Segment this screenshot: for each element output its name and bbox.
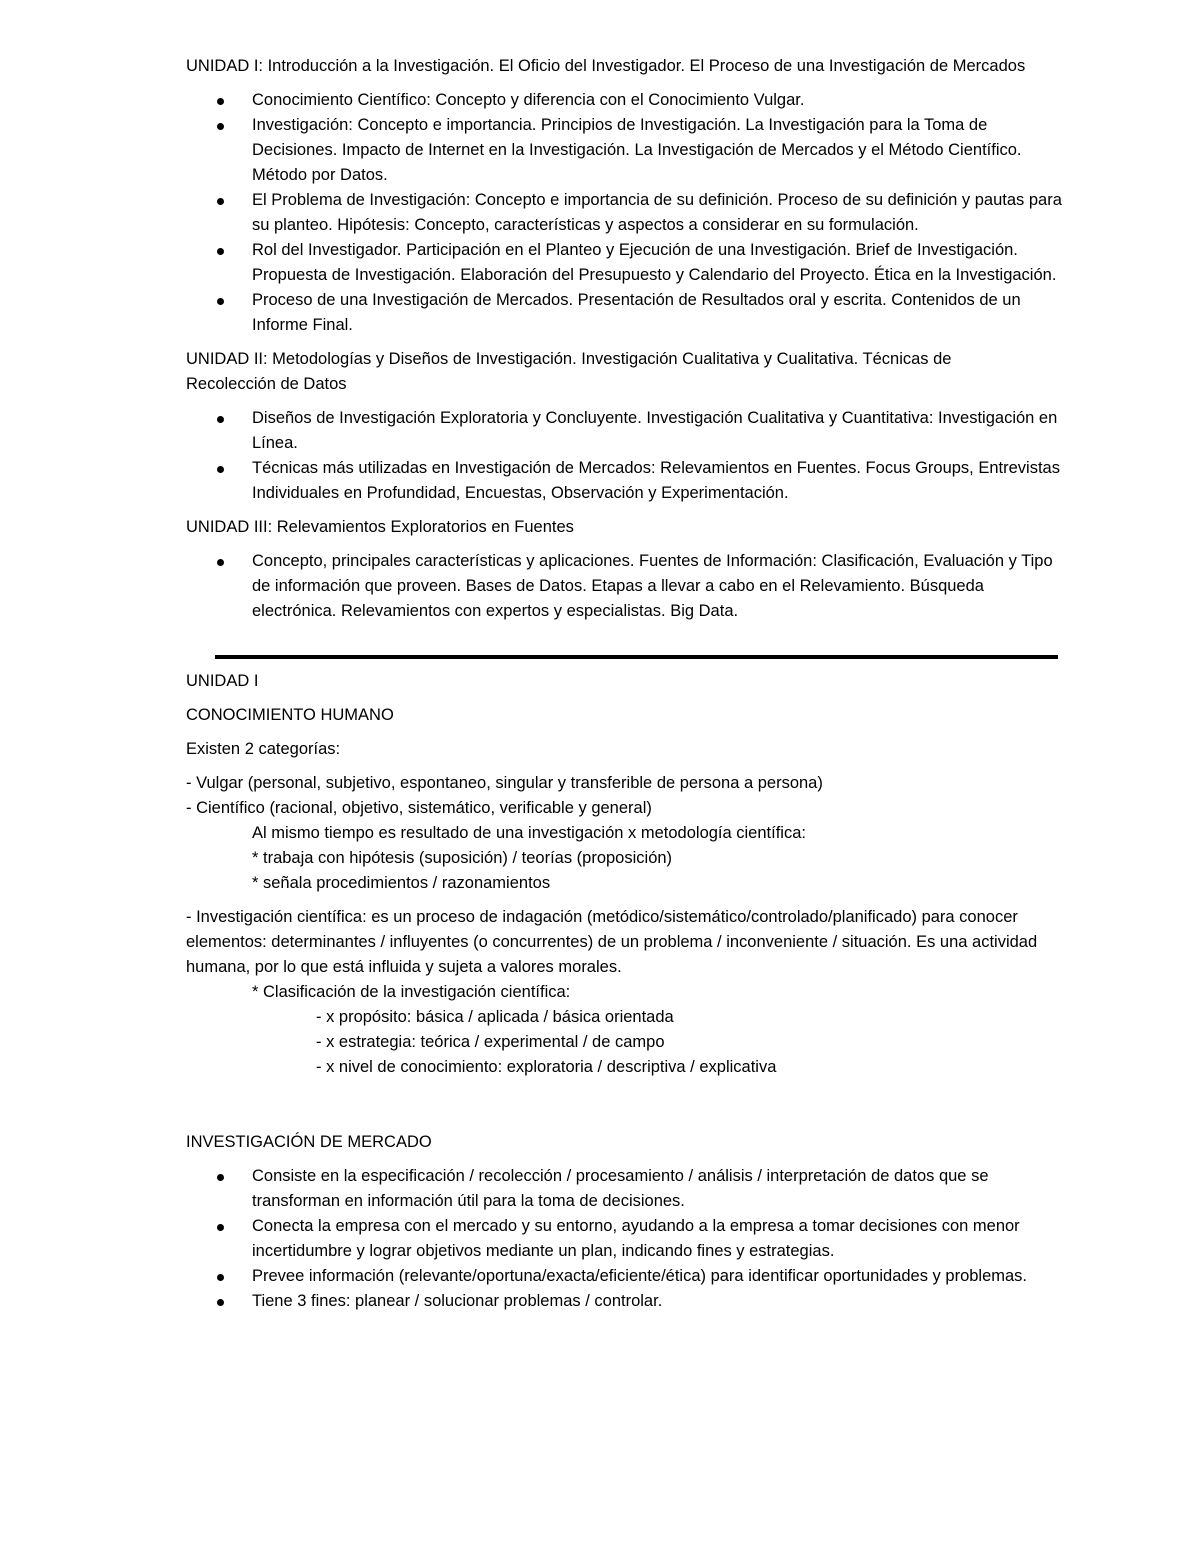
- unit3-heading: UNIDAD III: Relevamientos Exploratorios en Fuentes: [186, 518, 574, 536]
- list-item: El Problema de Investigación: Concepto e importancia de su definición. Proceso de su definición y pautas para su planteo. Hipótesis: Concepto, características y aspectos a considerar en su formulación.: [252, 188, 1072, 238]
- horizontal-divider: [215, 655, 1058, 659]
- unit1-list: [186, 88, 1060, 338]
- list-item: Tiene 3 fines: planear / solucionar problemas / controlar.: [252, 1289, 1072, 1314]
- unit3-list: [186, 549, 1060, 624]
- clasificacion-item: - x estrategia: teórica / experimental / de campo: [316, 1033, 665, 1051]
- list-item: Conecta la empresa con el mercado y su entorno, ayudando a la empresa a tomar decisiones con menor incertidumbre y lograr objetivos mediante un plan, indicando fines y estrategias.: [252, 1214, 1072, 1264]
- cientifico-detail: * señala procedimientos / razonamientos: [252, 874, 551, 892]
- unit2-heading: UNIDAD II: Metodologías y Diseños de Investigación. Investigación Cualitativa y Cualitativa. Técnicas de Recolección de Datos: [186, 350, 952, 393]
- cientifico-detail: * trabaja con hipótesis (suposición) / teorías (proposición): [252, 849, 673, 867]
- list-item: Rol del Investigador. Participación en el Planteo y Ejecución de una Investigación. Brief de Investigación. Propuesta de Investigación. Elaboración del Presupuesto y Calendario del Proyecto. Ética en la Investigación.: [252, 238, 1072, 288]
- investigacion-definition: - Investigación científica: es un proceso de indagación (metódico/sistemático/controlado/planificado) para conocer elementos: determinantes / influyentes (o concurrentes) de un problema / inconveniente / situación. Es una actividad humana, por lo que está influida y sujeta a valores morales.: [186, 908, 1038, 976]
- clasificacion-item: - x nivel de conocimiento: exploratoria / descriptiva / explicativa: [316, 1058, 777, 1076]
- list-item: Investigación: Concepto e importancia. Principios de Investigación. La Investigación para la Toma de Decisiones. Impacto de Internet en la Investigación. La Investigación de Mercados y el Método Científico. Método por Datos.: [252, 113, 1072, 188]
- list-item: Concepto, principales características y aplicaciones. Fuentes de Información: Clasificación, Evaluación y Tipo de información que proveen. Bases de Datos. Etapas a llevar a cabo en el Relevamiento. Búsqueda electrónica. Relevamientos con expertos y especialistas. Big Data.: [252, 549, 1072, 624]
- notes-unit-title: UNIDAD I: [186, 672, 259, 690]
- unit2-list: [186, 406, 1060, 506]
- investigacion-block: [186, 905, 1066, 1080]
- list-item: Prevee información (relevante/oportuna/exacta/eficiente/ética) para identificar oportunidades y problemas.: [252, 1264, 1072, 1289]
- category-cientifico: - Científico (racional, objetivo, sistemático, verificable y general): [186, 799, 652, 817]
- clasificacion-title: * Clasificación de la investigación científica:: [252, 983, 571, 1001]
- section-title-conocimiento: CONOCIMIENTO HUMANO: [186, 706, 394, 724]
- clasificacion-item: - x propósito: básica / aplicada / básica orientada: [316, 1008, 674, 1026]
- list-item: Proceso de una Investigación de Mercados. Presentación de Resultados oral y escrita. Contenidos de un Informe Final.: [252, 288, 1072, 338]
- section-title-investigacion-mercado: INVESTIGACIÓN DE MERCADO: [186, 1133, 432, 1151]
- list-item: Diseños de Investigación Exploratoria y Concluyente. Investigación Cualitativa y Cuantitativa: Investigación en Línea.: [252, 406, 1072, 456]
- categories-intro: Existen 2 categorías:: [186, 740, 341, 758]
- list-item: Conocimiento Científico: Concepto y diferencia con el Conocimiento Vulgar.: [252, 88, 1072, 113]
- categories-block: [186, 771, 1066, 896]
- unit1-heading: UNIDAD I: Introducción a la Investigación. El Oficio del Investigador. El Proceso de una Investigación de Mercados: [186, 57, 1026, 75]
- investigacion-mercado-list: [186, 1164, 1060, 1314]
- cientifico-detail: Al mismo tiempo es resultado de una investigación x metodología científica:: [252, 824, 806, 842]
- category-vulgar: - Vulgar (personal, subjetivo, espontaneo, singular y transferible de persona a persona): [186, 774, 823, 792]
- list-item: Consiste en la especificación / recolección / procesamiento / análisis / interpretación de datos que se transforman en información útil para la toma de decisiones.: [252, 1164, 1072, 1214]
- list-item: Técnicas más utilizadas en Investigación de Mercados: Relevamientos en Fuentes. Focus Groups, Entrevistas Individuales en Profundidad, Encuestas, Observación y Experimentación.: [252, 456, 1072, 506]
